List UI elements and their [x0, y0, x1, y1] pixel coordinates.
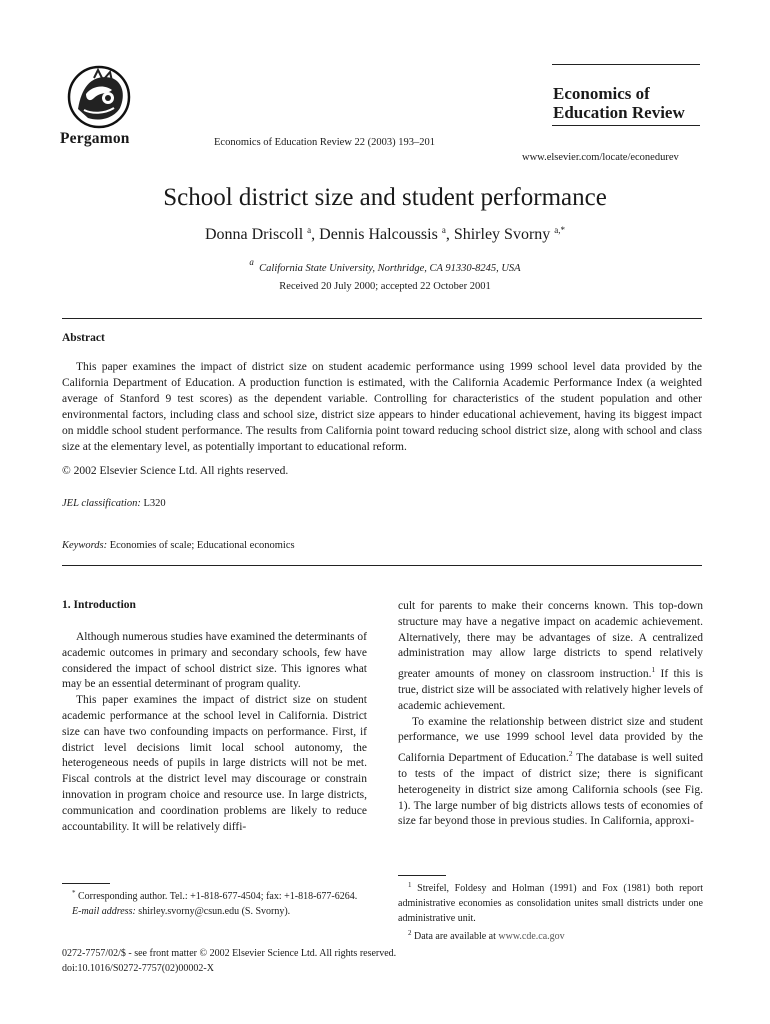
- footnote-ref[interactable]: 2: [568, 749, 573, 759]
- keywords: Keywords: Economies of scale; Educational economics: [62, 540, 295, 551]
- footnote-rule: [398, 875, 446, 876]
- author-affiliation: $^a$ California State University, Northridge, CA 91330-8245, USA: [249, 257, 521, 274]
- journal-rule-bottom: [552, 125, 700, 126]
- right-column: [398, 599, 703, 830]
- abstract-text: This paper examines the impact of district size on student academic performance using 1999 school level data provided by the California Department of Education. A production function is estimated, with the California Academic Performance Index (a weighted average of Stanford 9 test scores) as the dependent variable. Controlling for characteristics of the student population and other environmental factors, including class and school size, district size appears to hinder educational achievement, having its biggest impact on middle school student performance. The results from California point toward reducing school district size, along with school and class size at the elementary level, as potentially important to educational reform.: [62, 361, 702, 453]
- doi-line[interactable]: doi:10.1016/S0272-7757(02)00002-X: [62, 963, 214, 974]
- data-url-link[interactable]: www.cde.ca.gov: [498, 931, 565, 942]
- journal-rule-top: [552, 64, 700, 65]
- paragraph: To examine the relationship between district size and student performance, we use 1999 school level data provided by the California Department of Education.$^2$ The database is well suited to tests of the impact of district size; there is significant heterogeneity in district size among California schools (see Fig. 1). The large number of big districts allows tests of economies of size far beyond those in previous studies. In California, approxi-: [398, 715, 704, 828]
- affiliation-mark: a: [249, 257, 254, 267]
- email-link[interactable]: shirley.svorny@csun.edu (S. Svorny).: [135, 906, 291, 917]
- paragraph: This paper examines the impact of district size on student academic performance at the school level in California. District size can have two confounding impacts on performance. First, if district level decisions limit local school autonomy, the heterogeneous needs of pupils in large districts will not be met. Fiscal controls at the district level may discourage or constrain innovation in program choice and resource use. In large districts, communication and coordination problems are likely to reduce accountability. It will be relatively diffi-: [62, 694, 367, 833]
- author-list: Donna Driscoll $^a$, Dennis Halcoussis $^a$, Shirley Svorny $^{a,*}$: [204, 225, 566, 243]
- article-title: School district size and student performance: [163, 184, 607, 211]
- paragraph: Although numerous studies have examined the determinants of academic outcomes in primary and secondary schools, few have considered the impact of school district size. This ignores what may be an essential determinant of program quality.: [62, 631, 367, 691]
- author-name[interactable]: Donna Driscoll: [204, 226, 304, 243]
- author-name[interactable]: Shirley Svorny: [453, 226, 551, 243]
- author-name[interactable]: Dennis Halcoussis: [319, 226, 438, 243]
- abstract-copyright: © 2002 Elsevier Science Ltd. All rights reserved.: [62, 465, 289, 477]
- abstract-heading: Abstract: [62, 332, 105, 344]
- left-column: [62, 630, 367, 835]
- pergamon-emblem-icon: [64, 64, 134, 132]
- email-line: E-mail address: shirley.svorny@csun.edu (S. Svorny).: [72, 906, 291, 917]
- publisher-name: Pergamon: [60, 130, 130, 147]
- journal-title-line2: Education Review: [553, 103, 685, 122]
- jel-classification: JEL classification: L320: [62, 498, 166, 509]
- footnote: $^1$ Streifel, Foldesy and Holman (1991) and Fox (1981) both report administrative economies as consolidation unites small districts under one administrative unit.: [398, 881, 703, 924]
- section-heading: 1. Introduction: [62, 599, 136, 611]
- footnote-rule: [62, 883, 110, 884]
- footnote-ref[interactable]: 1: [651, 665, 656, 675]
- publisher-logo: [60, 64, 144, 154]
- footnotes-right: [398, 875, 703, 944]
- journal-title-line1: Economics of: [553, 84, 650, 103]
- journal-citation: Economics of Education Review 22 (2003) 193–201: [214, 137, 436, 148]
- issn-line: 0272-7757/02/$ - see front matter © 2002 Elsevier Science Ltd. All rights reserved.: [62, 948, 397, 959]
- affiliation-mark: a: [307, 225, 312, 235]
- corresponding-author-note: [62, 883, 367, 919]
- footnote: * Corresponding author. Tel.: +1-818-677-4504; fax: +1-818-677-6264.: [72, 889, 358, 902]
- journal-title: [553, 84, 685, 122]
- abstract-rule-bottom: [62, 565, 702, 566]
- affiliation-mark: a,*: [554, 225, 566, 235]
- received-dates: Received 20 July 2000; accepted 22 October 2001: [279, 281, 491, 292]
- paragraph: cult for parents to make their concerns known. This top-down structure may have a negative impact on academic achievement. Alternatively, there may be advantages of size. A centralized administration may allow large districts to spend relatively greater amounts of money on classroom instruction.$^1$ If this is true, district size will be associated with relatively higher levels of academic achievement.: [398, 600, 703, 712]
- footer-meta: [62, 946, 396, 976]
- journal-url[interactable]: www.elsevier.com/locate/econedurev: [522, 152, 679, 163]
- affiliation-mark: a: [441, 225, 446, 235]
- abstract-rule-top: [62, 318, 702, 319]
- footnote: $^2$ Data are available at www.cde.ca.gov: [408, 929, 565, 942]
